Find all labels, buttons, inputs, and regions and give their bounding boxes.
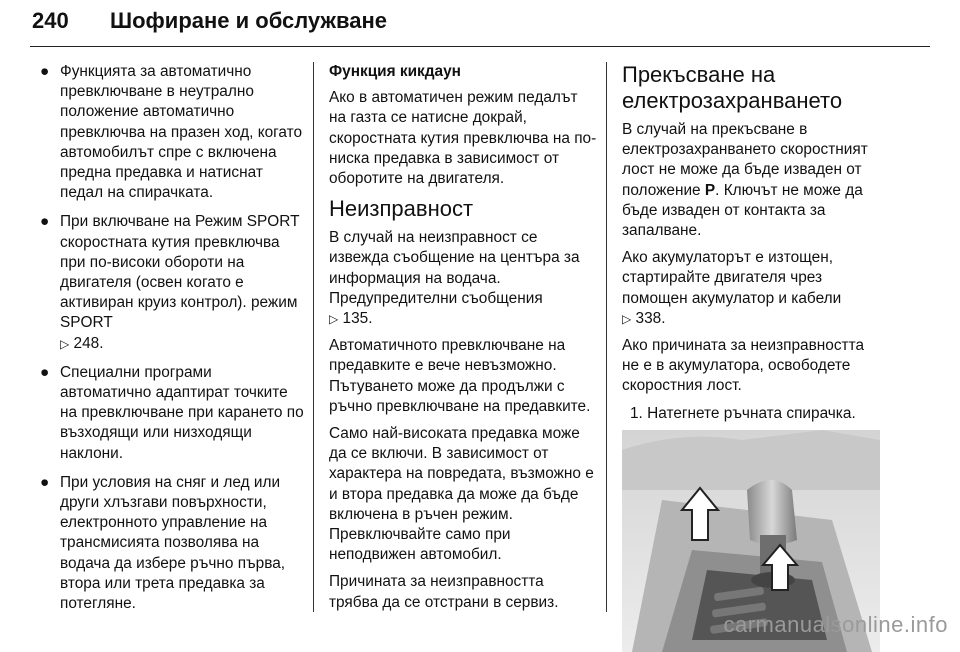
- arrow-right-icon: ▷: [622, 311, 632, 326]
- page-reference[interactable]: [622, 310, 665, 327]
- gear-position-p: P: [704, 181, 716, 199]
- column-3: [622, 62, 884, 652]
- fault-heading: Неизправност: [329, 196, 474, 222]
- power-cut-paragraph-2: [622, 248, 884, 329]
- paragraph-text: Ако акумулаторът е изтощен, стартирайте двигателя чрез помощен акумулатор и кабели: [622, 249, 842, 307]
- fault-paragraph-4: Причината за неизправността трябва да се отстрани в сервиз.: [329, 573, 559, 611]
- bullet-list: [38, 62, 306, 614]
- column-divider-2: [606, 62, 607, 612]
- bullet-icon: ●: [40, 213, 50, 231]
- page-reference[interactable]: [329, 310, 372, 327]
- bullet-text: Специални програми автоматично адаптират точките на превключване при карането по възходящи или низходящи наклони.: [60, 363, 304, 462]
- paragraph-text: В случай на прекъсване в електрозахранването скоростният лост не може да бъде изваден от положение: [622, 121, 868, 199]
- page-reference-number: 248.: [73, 334, 104, 352]
- watermark: carmanualsonline.info: [723, 612, 948, 637]
- power-cut-heading: Прекъсване на електрозахранването: [622, 62, 843, 113]
- page-number: 240: [32, 8, 69, 33]
- list-item: [38, 212, 306, 353]
- fault-paragraph-3: Само най-високата предавка може да се включи. В зависимост от характера на повредата, възможно е и втора предавка да може да бъде включена в ръчен режим. Превключвайте само при неподвижен автомобил.: [329, 425, 594, 564]
- list-item: [38, 363, 306, 464]
- bullet-icon: ●: [40, 363, 50, 381]
- bullet-text: Функцията за автоматично превключване в неутрално положение автоматично превключва на празен ход, когато автомобилът спре с включена предна предавка и натиснат педал на спирачката.: [60, 63, 303, 202]
- fault-paragraph-1: [329, 228, 597, 329]
- bullet-icon: ●: [40, 473, 50, 491]
- page-title: Шофиране и обслужване: [110, 8, 388, 33]
- power-cut-paragraph-3: Ако причината за неизправността не е в акумулатора, освободете скоростния лост.: [622, 337, 865, 395]
- paragraph-text: . Ключът не може да бъде изваден от контакта за запалване.: [622, 181, 863, 240]
- list-item: [38, 62, 306, 203]
- bullet-text: При включване на Режим SPORT скоростната кутия превключва при по-високи обороти на двигателя (освен когато е активиран круиз контрол). режим SPORT: [60, 213, 300, 332]
- bullet-text: При условия на сняг и лед или други хлъзгави повърхности, електронното управление на трансмисията позволява на водача да избере ръчно първа, втора или трета предавка за потегляне.: [60, 473, 286, 613]
- column-2: [329, 62, 597, 620]
- power-cut-paragraph-1: [622, 120, 884, 241]
- kickdown-text: Ако в автоматичен режим педалът на газта се натисне докрай, скоростната кутия превключва на по-ниска предавка в зависимост от оборотите на двигателя.: [329, 89, 597, 188]
- step-1: 1. Натегнете ръчната спирачка.: [630, 404, 856, 422]
- arrow-right-icon: ▷: [329, 312, 339, 327]
- arrow-right-icon: ▷: [60, 336, 70, 351]
- kickdown-heading: Функция кикдаун: [329, 63, 461, 80]
- list-item: [38, 473, 306, 614]
- header-rule: [30, 46, 930, 47]
- page-reference[interactable]: [60, 335, 103, 352]
- page-reference-number: 338.: [635, 309, 666, 327]
- fault-paragraph-1-text: В случай на неизправност се извежда съобщение на центъра за информация на водача. Предупредителни съобщения: [329, 229, 580, 307]
- column-divider-1: [313, 62, 314, 612]
- bullet-icon: ●: [40, 63, 50, 80]
- fault-paragraph-2: Автоматичното превключване на предавките е вече невъзможно. Пътуването може да продължи с ръчно превключване на предавките.: [329, 337, 591, 415]
- page-header: [30, 8, 930, 46]
- page-reference-number: 135.: [342, 310, 373, 328]
- column-1: [38, 62, 306, 623]
